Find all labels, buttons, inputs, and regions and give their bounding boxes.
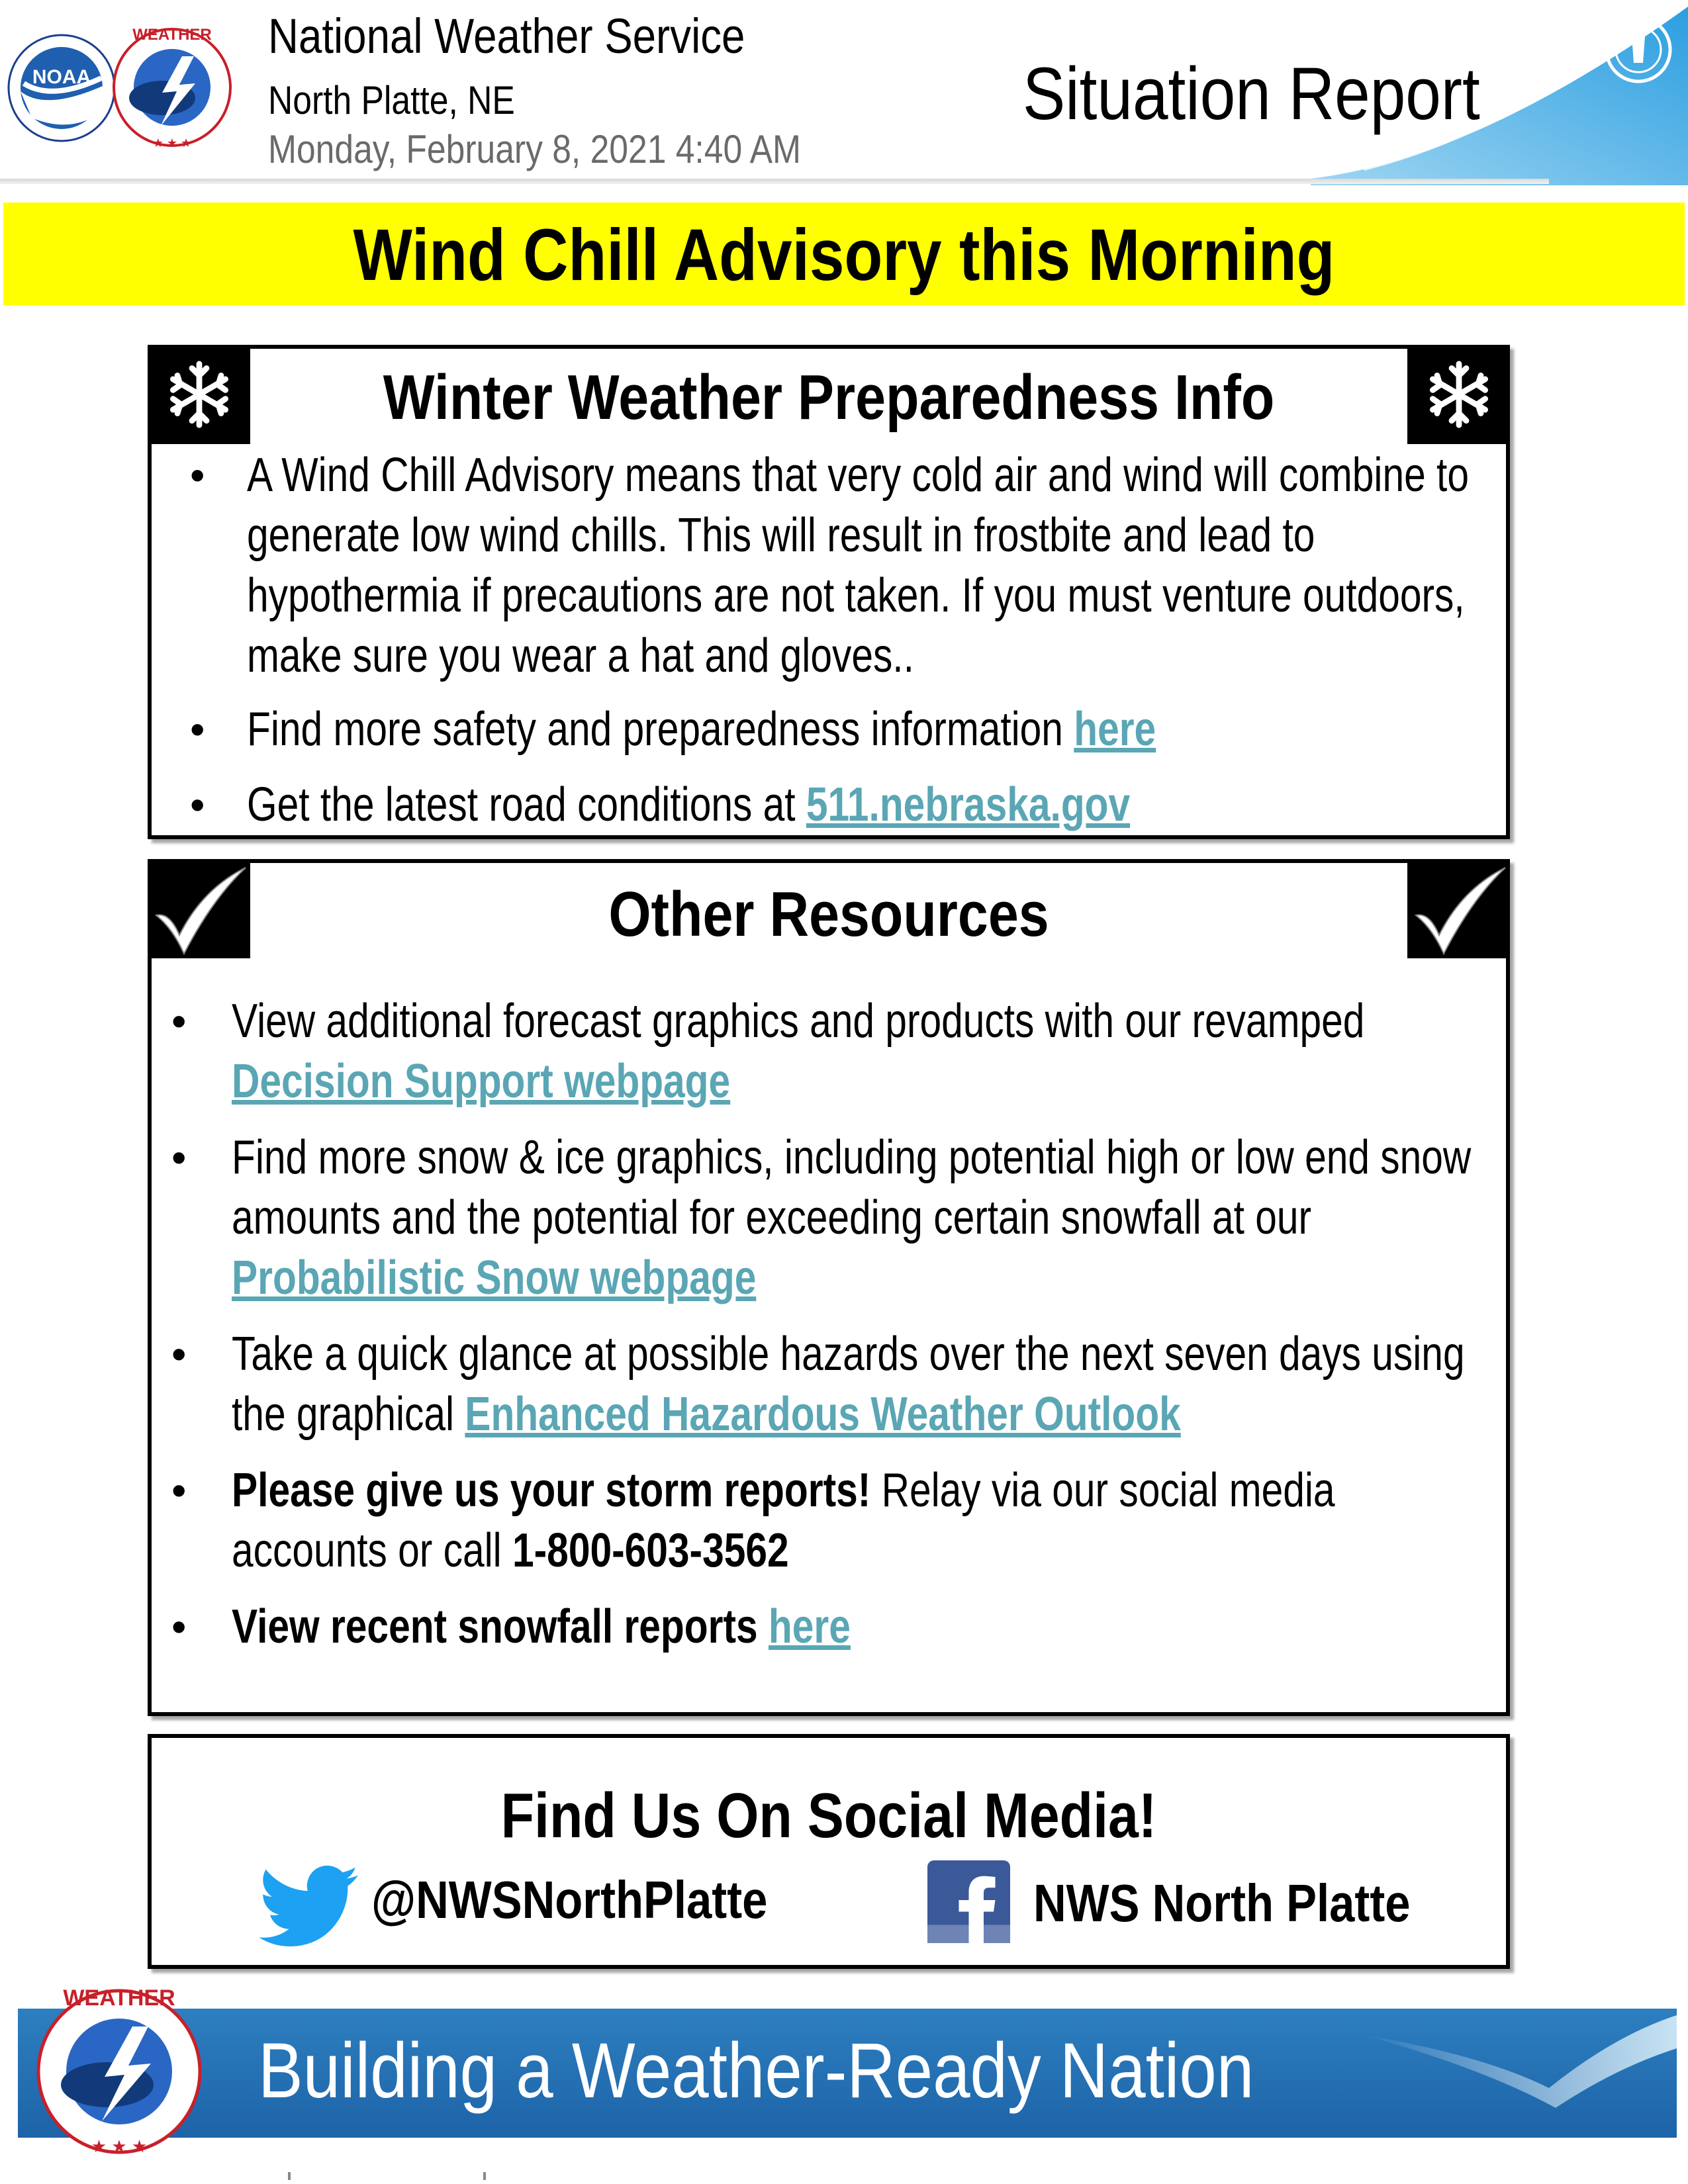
list-item: • Please give us your storm reports! Relay via our social media accounts or call 1-800-603-3562 <box>171 1464 1335 1577</box>
list-item: • A Wind Chill Advisory means that very cold air and wind will combine to generate low wind chills. This will result in frostbite and lead to hypothermia if precautions are not taken. If you must venture outdoors, make sure you wear a hat and gloves.. <box>190 445 1688 686</box>
snowfall-reports-link[interactable]: here <box>768 1600 851 1653</box>
road-conditions-link[interactable]: 511.nebraska.gov <box>806 778 1131 831</box>
svg-text:WEATHER: WEATHER <box>132 26 212 44</box>
nws-logo <box>33 1979 205 2164</box>
bullet-text: View additional forecast graphics and products with our revamped <box>232 995 1365 1048</box>
facebook-page-name[interactable]: NWS North Platte <box>1033 1874 1411 1933</box>
divider <box>288 2172 291 2180</box>
divider <box>483 2172 486 2180</box>
storm-reports-callout: Please give us your storm reports! <box>232 1464 871 1517</box>
bullet-text: Take a quick glance at possible hazards over the next seven days using the graphical <box>232 1328 1465 1441</box>
facebook-icon[interactable] <box>927 1860 1010 1943</box>
snowfall-reports-text: View recent snowfall reports <box>232 1600 769 1653</box>
winter-bullet-list <box>190 445 1688 851</box>
svg-text:★ ★ ★: ★ ★ ★ <box>91 2136 148 2156</box>
office-location: North Platte, NE <box>268 78 515 122</box>
bullet-text: Get the latest road conditions at <box>247 778 806 831</box>
social-media-box <box>148 1734 1510 1969</box>
safety-info-link[interactable]: here <box>1074 703 1156 756</box>
org-name: National Weather Service <box>268 9 745 64</box>
report-title: Situation Report <box>1023 52 1480 135</box>
svg-text:WEATHER: WEATHER <box>63 1985 175 2011</box>
winter-box-heading: Winter Weather Preparedness Info <box>383 362 1275 433</box>
checkmark-icon <box>148 859 250 958</box>
list-item: • Find more safety and preparedness information here <box>190 703 1156 756</box>
snowflake-icon <box>1407 345 1510 444</box>
resources-box-heading: Other Resources <box>608 879 1049 950</box>
social-box-heading: Find Us On Social Media! <box>500 1780 1157 1851</box>
bullet-text: Find more snow & ice graphics, including potential high or low end snow amounts and the potential for exceeding certain snowfall at our <box>232 1131 1472 1244</box>
header-divider <box>0 179 1549 184</box>
list-item: • View additional forecast graphics and products with our revamped Decision Support webpage <box>171 995 1365 1108</box>
list-item: • Find more snow & ice graphics, including potential high or low end snow amounts and the potential for exceeding certain snowfall at our Probabilistic Snow webpage <box>171 1131 1472 1304</box>
nws-logo <box>109 20 235 156</box>
resources-bullet-list <box>171 991 1688 1673</box>
svg-text:NOAA: NOAA <box>32 66 91 88</box>
list-item: • Take a quick glance at possible hazards over the next seven days using the graphical Enhanced Hazardous Weather Outlook <box>171 1328 1465 1441</box>
doc-seal-icon <box>1602 13 1675 86</box>
footer-slogan: Building a Weather-Ready Nation <box>258 2027 1254 2115</box>
list-item: • Get the latest road conditions at 511.nebraska.gov <box>190 778 1131 831</box>
probabilistic-snow-link[interactable]: Probabilistic Snow webpage <box>232 1251 757 1304</box>
list-item: • View recent snowfall reports here <box>171 1600 851 1653</box>
report-datetime: Monday, February 8, 2021 4:40 AM <box>268 127 802 171</box>
winter-preparedness-box <box>148 345 1510 839</box>
twitter-handle[interactable]: @NWSNorthPlatte <box>371 1870 768 1929</box>
checkmark-icon <box>1407 859 1510 958</box>
hazardous-weather-outlook-link[interactable]: Enhanced Hazardous Weather Outlook <box>465 1388 1181 1441</box>
advisory-banner <box>3 203 1685 305</box>
advisory-banner-text: Wind Chill Advisory this Morning <box>353 214 1335 296</box>
phone-number: 1-800-603-3562 <box>512 1524 789 1577</box>
noaa-logo <box>5 12 118 164</box>
bullet-text: A Wind Chill Advisory means that very cold air and wind will combine to generate low wind chills. This will result in frostbite and lead to hypothermia if precautions are not taken. If you must venture outdoors, make sure you wear a hat and gloves.. <box>247 449 1469 682</box>
bullet-text: Relay via our social media accounts or call <box>232 1464 1335 1577</box>
other-resources-box <box>148 859 1510 1716</box>
bullet-text: Find more safety and preparedness information <box>247 703 1074 756</box>
twitter-icon[interactable] <box>259 1864 358 1950</box>
snowflake-icon <box>148 345 250 444</box>
footer-swoosh-graphic <box>1337 2009 1677 2138</box>
svg-text:★ ★ ★: ★ ★ ★ <box>152 136 192 150</box>
decision-support-link[interactable]: Decision Support webpage <box>232 1055 731 1108</box>
